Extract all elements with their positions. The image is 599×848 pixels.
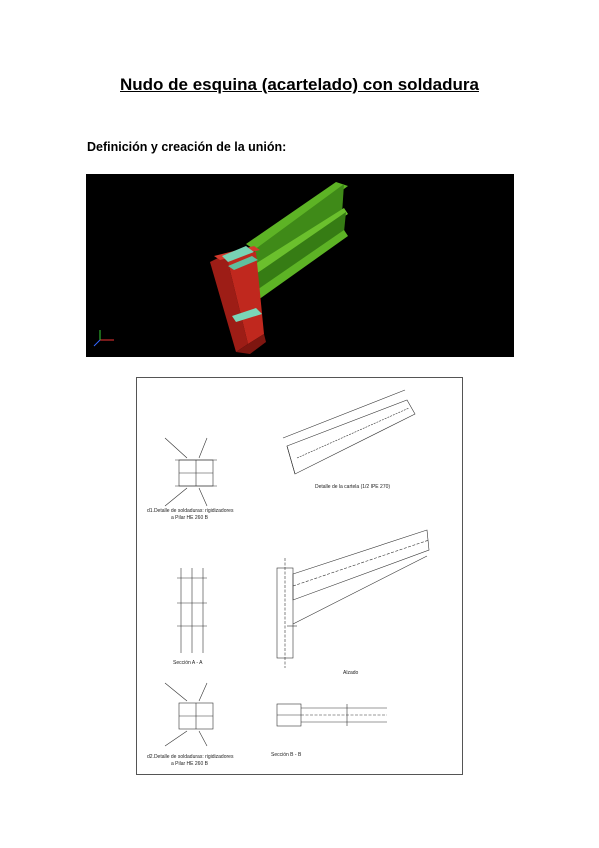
axis-z-icon: [94, 340, 100, 346]
section-heading: Definición y creación de la unión:: [87, 140, 287, 154]
caption-alzado: Alzado: [343, 670, 359, 676]
caption-seccion-bb: Sección B - B: [271, 752, 302, 758]
caption-cartela: Detalle de la cartela (1/2 IPE 270): [315, 484, 391, 490]
alzado-haunch: [293, 556, 427, 624]
drawing-linework: [137, 378, 462, 774]
caption-d2-line2: a Pilar HE 260 B: [171, 761, 208, 767]
caption-seccion-aa: Sección A - A: [173, 660, 203, 666]
3d-render-view[interactable]: [86, 174, 514, 357]
caption-d1-line1: d1.Detalle de soldaduras: rigidizadores: [147, 508, 234, 514]
caption-d2-line1: d2.Detalle de soldaduras: rigidizadores: [147, 754, 234, 760]
caption-d1-line2: a Pilar HE 260 B: [171, 515, 208, 521]
3d-joint-model: [86, 174, 514, 357]
page-title: Nudo de esquina (acartelado) con soldadura: [120, 75, 479, 94]
technical-drawing: [136, 377, 463, 775]
